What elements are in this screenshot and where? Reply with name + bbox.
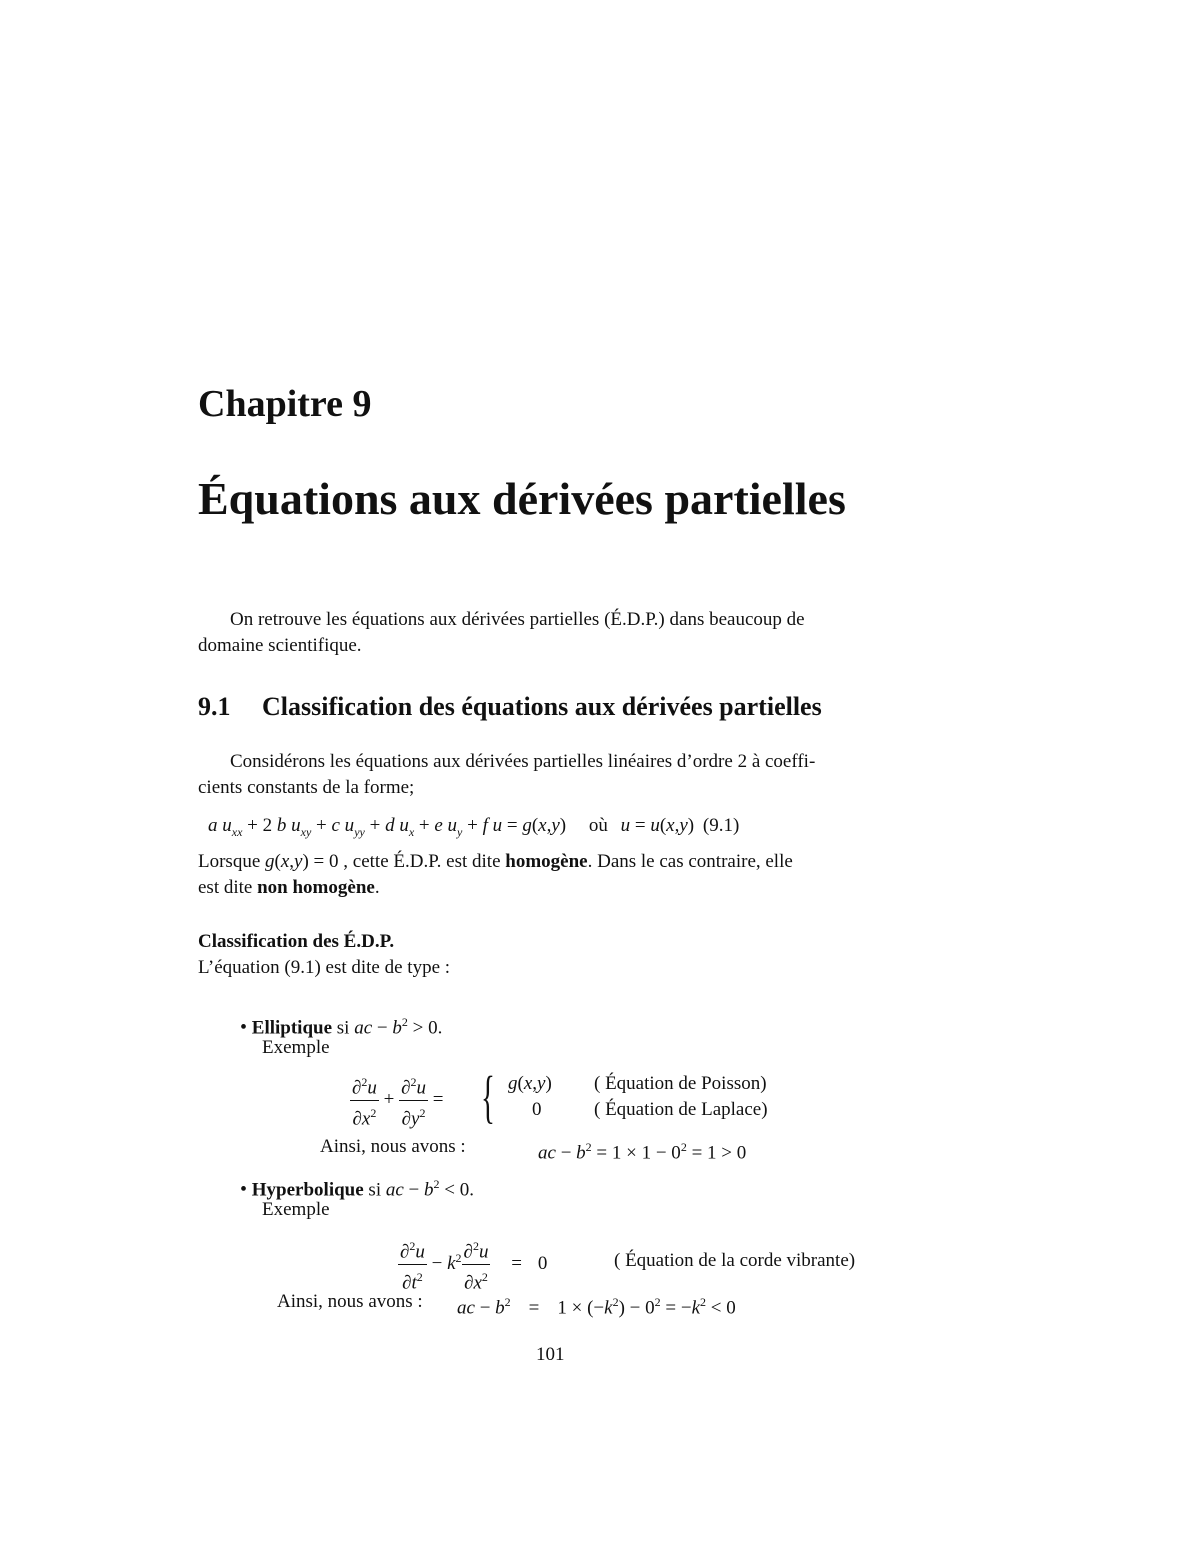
elliptic-exemple: Exemple [262,1037,330,1058]
classification-intro: L’équation (9.1) est dite de type : [198,957,451,978]
elliptic-si: si [336,1017,350,1039]
p2-line-1: Lorsque g(x,y) = 0 , cette É.D.P. est dite homogène. Dans le cas contraire, elle [198,851,793,872]
section-number: 9.1 [198,692,231,721]
hyperbolic-ainsi: Ainsi, nous avons : [277,1291,423,1312]
hyperbolic-exemple: Exemple [262,1199,330,1220]
bullet-icon: • [240,1178,248,1201]
p2-line-2 [198,875,380,901]
p2-mid: , cette É.D.P. est dite [343,851,501,872]
hyperbolic-name: Hyperbolique [251,1179,364,1201]
term-non-homogene: non homogène [257,877,375,898]
equation-9-1: a $u_{xx} + 2$ b $u_{xy} + c$ $u_{yy} + d$ $u_x + e$ $u_y + f$ u = g(x,y) où u = u(x,y) (9.1) [208,815,740,839]
term-homogene: homogène [505,851,588,872]
elliptic-item: • Elliptique si ac − $b^2 > 0$. [240,1015,443,1039]
case-poisson-rhs: g(x,y) [508,1073,552,1094]
laplace-label: ( Équation de Laplace) [594,1099,768,1120]
corde-label: ( Équation de la corde vibrante) [614,1250,856,1271]
p2-rest: . Dans le cas contraire, elle [587,851,793,872]
hyperbolic-computation: ac − $b^2 = 1 \times (-k^2) - 0^2 = -k^2 < 0$ [457,1295,736,1319]
hyperbolic-item: • Hyperbolique si ac − $b^2 < 0$. [240,1177,474,1201]
section-heading [198,692,822,722]
p1-line-1: Considérons les équations aux dérivées partielles linéaires d’ordre 2 à coeffi- [230,751,816,772]
hyperbolic-si: si [368,1179,382,1201]
elliptic-computation: ac − $b^2 = 1 \times 1 - 0^2 = 1 > 0$ [538,1140,747,1164]
classification-heading: Classification des É.D.P. [198,931,395,952]
page-number: 101 [536,1344,565,1365]
case-laplace-rhs: 0 [532,1099,542,1120]
poisson-label: ( Équation de Poisson) [594,1073,767,1094]
brace-icon: { [480,1064,495,1129]
laplace-operator: $\frac{\partial^2u}{\partial x^2}$ + $\frac{\partial^2u}{\partial y^2}$ = [350,1070,443,1132]
elliptic-name: Elliptique [251,1017,333,1039]
elliptic-ainsi: Ainsi, nous avons : [320,1136,466,1157]
intro-line-2: domaine scientifique. [198,635,362,656]
eq-ou: où [588,815,608,836]
equation-tag: (9.1) [702,815,740,836]
chapter-label: Chapitre 9 [198,383,372,425]
p2-line2a: est dite [198,877,253,898]
intro-line-1: On retrouve les équations aux dérivées partielles (É.D.P.) dans beaucoup de [230,609,805,630]
p2-lorsque: Lorsque [198,851,261,872]
section-title: Classification des équations aux dérivées partielles [262,692,822,721]
chapter-title: Équations aux dérivées partielles [198,473,846,524]
wave-equation: $\frac{\partial^2u}{\partial t^2}$ − $k^2$ $\frac{\partial^2u}{\partial x^2}$ = 0 [398,1234,547,1296]
p2-line2b: . [374,877,380,898]
p1-line-2: cients constants de la forme; [198,777,415,798]
bullet-icon: • [240,1016,248,1039]
